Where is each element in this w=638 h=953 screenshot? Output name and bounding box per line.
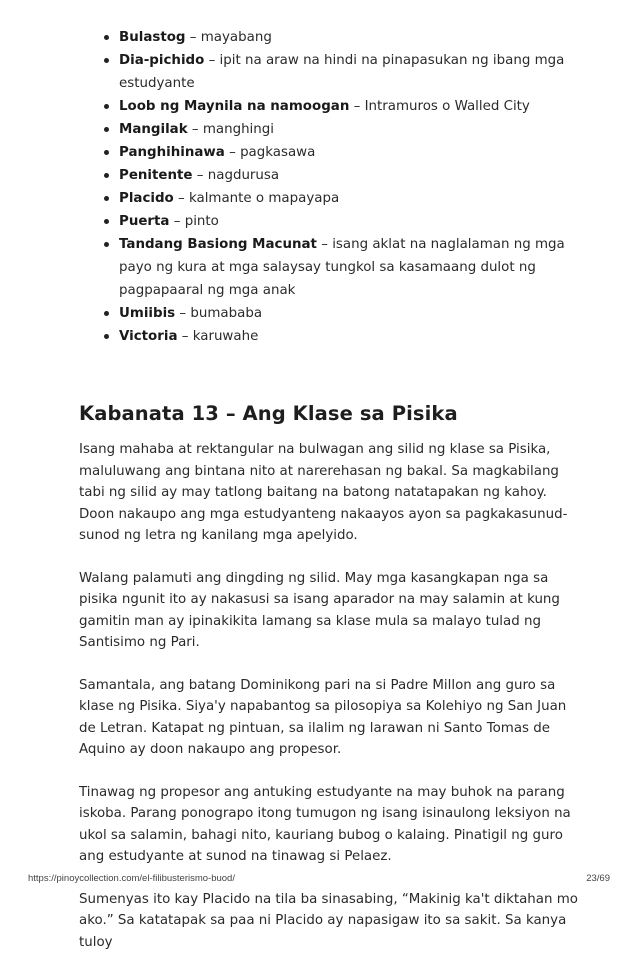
glossary-item [119, 233, 579, 302]
glossary-separator: – [188, 122, 203, 137]
glossary-term: Puerta [119, 214, 169, 229]
glossary-item [119, 164, 579, 187]
glossary-term: Panghihinawa [119, 145, 225, 160]
glossary-separator: – [178, 329, 193, 344]
glossary-separator: – [193, 168, 208, 183]
glossary-separator: – [204, 53, 219, 68]
glossary-item [119, 26, 579, 49]
glossary-definition: isang aklat na naglalaman ng mga payo ng kura at mga salaysay tungkol sa kasamaang dulot ng pagpapaaral ng mga anak [119, 237, 565, 298]
glossary-item [119, 302, 579, 325]
glossary-definition: pinto [185, 214, 219, 229]
glossary-separator: – [317, 237, 332, 252]
chapter-paragraph: Walang palamuti ang dingding ng silid. May mga kasangkapan nga sa pisika ngunit ito ay nakasusi sa isang aparador na may salamin at kung gamitin man ay ipinakikita lamang sa klase mula sa malayo tulad ng Santisimo ng Pari. [79, 568, 579, 654]
glossary-term: Mangilak [119, 122, 188, 137]
page-content [79, 26, 579, 953]
glossary-definition: mayabang [201, 30, 272, 45]
chapter-paragraph: Isang mahaba at rektangular na bulwagan ang silid ng klase sa Pisika, maluluwang ang bintana nito at narerehasan ng bakal. Sa magkabilang tabi ng silid ay may tatlong baitang na batong natatapakan ng kahoy. Doon nakaupo ang mga estudyanteng nakaayos ayon sa pagkakasunud-sunod ng letra ng kanilang mga apelyido. [79, 439, 579, 547]
glossary-definition: pagkasawa [240, 145, 315, 160]
glossary-separator: – [175, 306, 190, 321]
print-footer [28, 873, 610, 884]
glossary-term: Loob ng Maynila na namoogan [119, 99, 349, 114]
glossary-item [119, 325, 579, 348]
source-url: https://pinoycollection.com/el-filibusterismo-buod/ [28, 873, 235, 884]
glossary-term: Tandang Basiong Macunat [119, 237, 317, 252]
page-number: 23/69 [586, 873, 610, 884]
chapter-heading: Kabanata 13 – Ang Klase sa Pisika [79, 400, 579, 428]
glossary-item [119, 187, 579, 210]
glossary-definition: ipit na araw na hindi na pinapasukan ng ibang mga estudyante [119, 53, 564, 91]
glossary-separator: – [169, 214, 184, 229]
glossary-definition: nagdurusa [208, 168, 279, 183]
glossary-separator: – [186, 30, 201, 45]
glossary-separator: – [174, 191, 189, 206]
glossary-definition: kalmante o mapayapa [189, 191, 339, 206]
glossary-item [119, 141, 579, 164]
glossary-separator: – [225, 145, 240, 160]
glossary-term: Victoria [119, 329, 178, 344]
glossary-term: Placido [119, 191, 174, 206]
glossary-term: Bulastog [119, 30, 186, 45]
glossary-item [119, 210, 579, 233]
glossary-definition: manghingi [203, 122, 274, 137]
glossary-definition: bumababa [190, 306, 262, 321]
glossary-item [119, 118, 579, 141]
glossary-separator: – [349, 99, 364, 114]
glossary-term: Dia-pichido [119, 53, 204, 68]
chapter-paragraph: Sumenyas ito kay Placido na tila ba sinasabing, “Makinig ka't diktahan mo ako.” Sa katatapak sa paa ni Placido ay napasigaw ito sa sakit. Sa kanya tuloy [79, 889, 579, 953]
chapter-paragraph: Samantala, ang batang Dominikong pari na si Padre Millon ang guro sa klase ng Pisika. Siya'y napabantog sa pilosopiya sa Kolehiyo ng San Juan de Letran. Katapat ng pintuan, sa ilalim ng larawan ni Santo Tomas de Aquino ay doon nakaupo ang propesor. [79, 675, 579, 761]
glossary-definition: karuwahe [193, 329, 259, 344]
glossary-item [119, 95, 579, 118]
glossary-list [79, 26, 579, 348]
glossary-definition: Intramuros o Walled City [365, 99, 530, 114]
glossary-item [119, 49, 579, 95]
glossary-term: Umiibis [119, 306, 175, 321]
chapter-paragraph: Tinawag ng propesor ang antuking estudyante na may buhok na parang iskoba. Parang ponograpo itong tumugon ng isang isinaulong leksiyon na ukol sa salamin, bahagi nito, kauriang bubog o kalaing. Pinatigil ng guro ang estudyante at sunod na tinawag si Pelaez. [79, 782, 579, 868]
glossary-term: Penitente [119, 168, 193, 183]
